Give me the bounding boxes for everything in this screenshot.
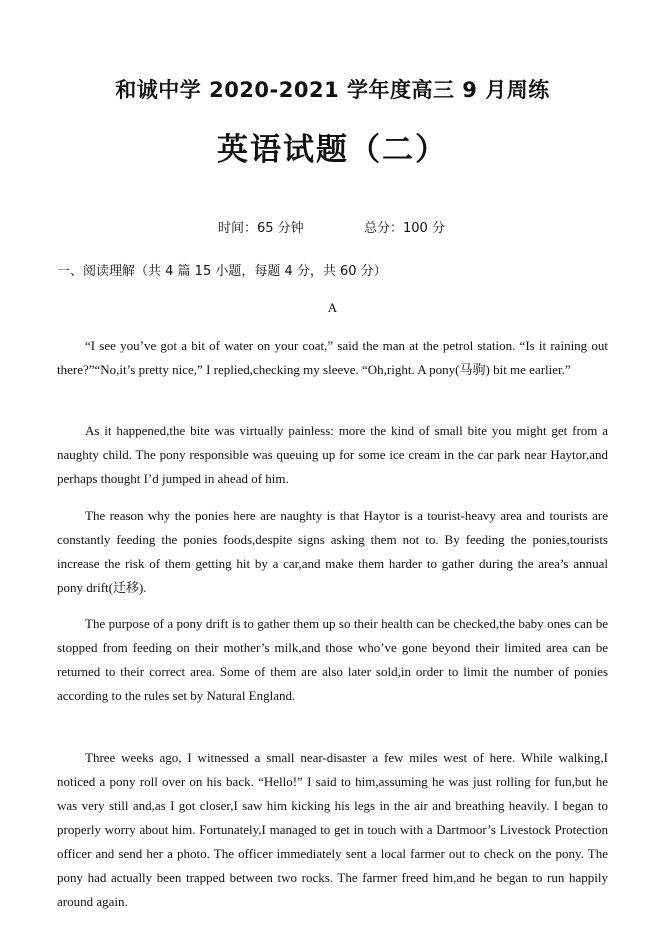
school-title: 和诚中学 2020-2021 学年度高三 9 月周练 xyxy=(115,78,550,102)
paragraph-2: As it happened,the bite was virtually painless: more the kind of small bite you might get from a naughty child. The pony responsible was queuing up for some ice cream in the car park near Haytor,and perhaps thought I’d jumped in ahead of him. xyxy=(57,423,608,486)
paragraph-5: Three weeks ago, I witnessed a small near-disaster a few miles west of here. While walking,I noticed a pony roll over on his back. “Hello!” I said to him,assuming he was just rolling for fun,but he was very still and,as I got closer,I saw him kicking his legs in the air and breathing heavily. I began to properly worry about him. Fortunately,I managed to get in touch with a Dartmoor’s Livestock Protection officer and send her a photo. The officer immediately sent a local farmer out to check on the pony. The pony had actually been trapped between two rocks. The farmer freed him,and he began to run happily around again. xyxy=(57,750,608,909)
exam-time: 时间：65 分钟 xyxy=(218,221,304,236)
section-heading: 一、阅读理解（共 4 篇 15 小题，每题 4 分，共 60 分） xyxy=(57,264,387,279)
subject-title: 英语试题（二） xyxy=(217,132,448,168)
paragraph-1: “I see you’ve got a bit of water on your coat,” said the man at the petrol station. “Is it raining out there?”“No,it’s pretty nice,” I replied,checking my sleeve. “Oh,right. A pony(马驹) bit me earlier.” xyxy=(57,338,608,377)
paragraph-4: The purpose of a pony drift is to gather them up so their health can be checked,the baby ones can be stopped from feeding on their mother’s milk,and those who’ve gone beyond their limited area can be returned to their correct area. Some of them are also later sold,in order to limit the number of ponies according to the rules set by Natural England. xyxy=(57,616,608,703)
exam-total-score: 总分：100 分 xyxy=(364,221,445,236)
paragraph-3: The reason why the ponies here are naughty is that Haytor is a tourist-heavy area and tourists are constantly feeding the ponies foods,despite signs asking them not to. By feeding the ponies,tourists increase the risk of them getting hit by a car,and make them harder to gather during the area’s annual pony drift(迁移). xyxy=(57,508,608,595)
passage-label: A xyxy=(327,300,338,315)
